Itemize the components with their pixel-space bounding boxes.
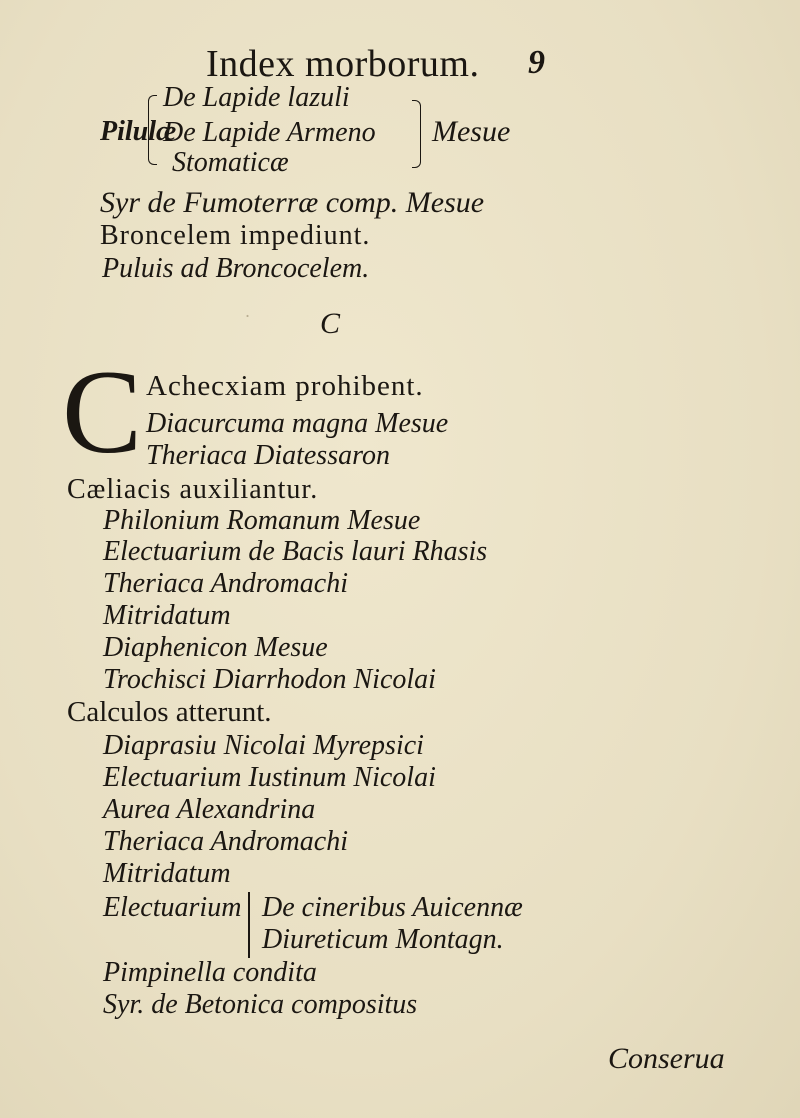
right-brace [412,100,421,168]
vertical-rule [248,892,250,958]
list-item: De Lapide Armeno [163,117,376,148]
section-heading: Cæliacis auxiliantur. [67,474,319,505]
pilulae-label: Pilulæ [100,116,177,147]
list-item: Trochisci Diarrhodon Nicolai [103,664,436,695]
list-item: Stomaticæ [172,147,289,178]
list-item: Electuarium de Bacis lauri Rhasis [103,536,488,567]
section-heading: Broncelem impediunt. [100,220,371,251]
page-number: 9 [528,44,545,81]
electuarium-label: Electuarium [103,892,242,923]
list-item: Diaprasiu Nicolai Myrepsici [103,730,424,761]
list-item: Theriaca Andromachi [103,826,348,857]
list-item: Mitridatum [103,600,231,631]
list-item: Pimpinella condita [103,957,317,988]
section-heading: Achecxiam prohibent. [146,370,424,402]
list-item: Diacurcuma magna Mesue [146,408,449,439]
list-item: Electuarium Iustinum Nicolai [103,762,436,793]
list-item: Syr. de Betonica compositus [103,989,418,1020]
page-title: Index morborum. [206,43,480,85]
list-item: Mitridatum [103,858,231,889]
section-letter: C [320,307,341,340]
list-item: Puluis ad Broncocelem. [102,253,370,284]
list-item: Syr de Fumoterræ comp. Mesue [100,186,485,219]
page: Index morborum. 9 Pilulæ De Lapide lazuli De Lapide Armeno Stomaticæ Mesue Syr de Fumoterræ comp. Mesue Broncelem impediunt. Puluis ad Broncocelem. · C C Achecxiam prohibent. Diacurcuma magna Mesue Theriaca Diatessaron Cæliacis auxiliantur. Philonium Romanum Mesue Electuarium de Bacis lauri Rhasis Theriaca Andromachi Mitridatum Diaphenicon Mesue Trochisci Diarrhodon Nicolai Calculos atterunt. Diaprasiu Nicolai Myrepsici Electuarium Iustinum Nicolai Aurea Alexandrina Theriaca Andromachi Mitridatum Electuarium De cineribus Auicennæ Diureticum Montagn. Pimpinella condita Syr. de Betonica compositus Conserua [0,0,800,1118]
drop-cap: C [62,345,143,478]
catchword: Conserua [608,1042,725,1075]
list-item: Theriaca Diatessaron [146,440,390,471]
list-item: De Lapide lazuli [163,82,350,113]
list-item: De cineribus Auicennæ [262,892,523,923]
list-item: Aurea Alexandrina [103,794,316,825]
list-item: Diureticum Montagn. [262,924,504,955]
section-heading: Calculos atterunt. [67,696,272,728]
author-name: Mesue [432,115,511,148]
list-item: Theriaca Andromachi [103,568,348,599]
list-item: Diaphenicon Mesue [103,632,328,663]
list-item: Philonium Romanum Mesue [103,505,421,536]
